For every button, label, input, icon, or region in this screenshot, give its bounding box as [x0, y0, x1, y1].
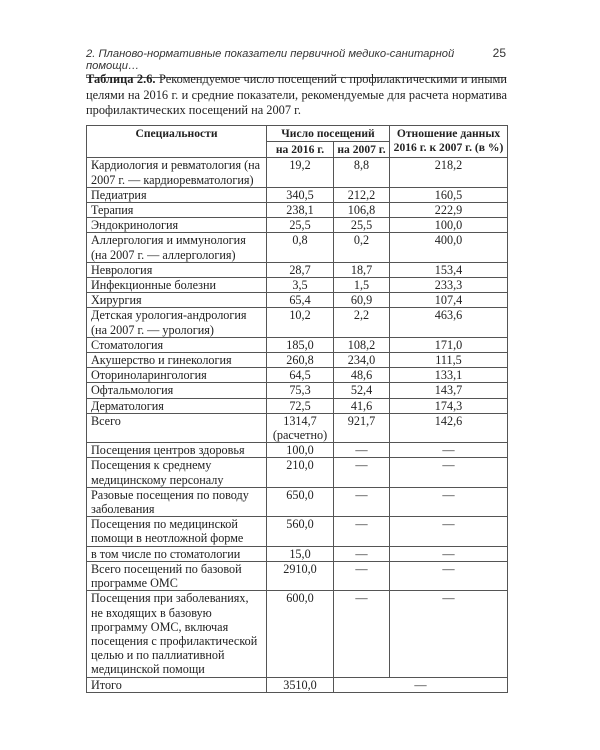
- specialty-cell: Инфекционные болезни: [87, 278, 267, 293]
- visits-2016-cell: [267, 337, 334, 352]
- ratio-cell: 111,5: [390, 353, 508, 368]
- visits-2016-value: 185,0: [286, 337, 314, 352]
- visits-2016-value: 238,1: [286, 203, 314, 218]
- ratio-cell: 160,5: [390, 187, 508, 202]
- specialty-cell: Посещения по медицинской помощи в неотложной форме: [87, 517, 267, 546]
- specialty-cell: Эндокринология: [87, 218, 267, 233]
- ratio-cell: 133,1: [390, 368, 508, 383]
- specialty-cell: Аллергология и иммунология (на 2007 г. — аллергология): [87, 233, 267, 262]
- specialty-cell: Посещения при заболеваниях, не входящих в базовую программу ОМС, включая посещения с профилактической целью и по паллиативной медицинской помощи: [87, 591, 267, 677]
- specialty-cell: Кардиология и ревматология (на 2007 г. — кардиоревматология): [87, 158, 267, 187]
- ratio-cell: —: [390, 517, 508, 546]
- total-row: [87, 677, 508, 692]
- table-row: [87, 308, 508, 337]
- visits-2016-value: 560,0: [286, 517, 314, 532]
- table-row: [87, 187, 508, 202]
- header-2007: на 2007 г.: [334, 142, 390, 158]
- visits-2016-cell: [267, 233, 334, 262]
- visits-2016-cell: [267, 413, 334, 442]
- visits-2016-cell: [267, 353, 334, 368]
- table-row: [87, 591, 508, 677]
- visits-2016-cell: [267, 561, 334, 590]
- ratio-cell: 222,9: [390, 203, 508, 218]
- visits-2007-cell: 2,2: [334, 308, 390, 337]
- visits-2016-cell: [267, 458, 334, 487]
- specialty-cell: Хирургия: [87, 293, 267, 308]
- visits-2007-cell: 106,8: [334, 203, 390, 218]
- visits-2007-cell: —: [334, 591, 390, 677]
- specialty-cell: Дерматология: [87, 398, 267, 413]
- specialty-cell: Детская урология-андрология (на 2007 г. — урология): [87, 308, 267, 337]
- specialty-cell: Посещения центров здоровья: [87, 443, 267, 458]
- visits-2016-value: 25,5: [289, 218, 311, 233]
- ratio-cell: —: [390, 487, 508, 516]
- header-2016: на 2016 г.: [267, 142, 334, 158]
- header-visits-group: Число посещений: [267, 126, 390, 142]
- visits-2007-cell: 1,5: [334, 278, 390, 293]
- visits-2016-value: 10,2: [289, 308, 311, 323]
- table-row: [87, 262, 508, 277]
- ratio-cell: 100,0: [390, 218, 508, 233]
- table-row: [87, 443, 508, 458]
- header-row: [87, 126, 508, 142]
- table-row: [87, 487, 508, 516]
- table-row: [87, 278, 508, 293]
- visits-2007-cell: 25,5: [334, 218, 390, 233]
- visits-2007-cell: 60,9: [334, 293, 390, 308]
- visits-table: [86, 125, 508, 693]
- visits-2007-cell: 18,7: [334, 262, 390, 277]
- table-row: [87, 233, 508, 262]
- visits-2007-cell: —: [334, 561, 390, 590]
- visits-2007-cell: 212,2: [334, 187, 390, 202]
- visits-2016-cell: [267, 517, 334, 546]
- total-label: Итого: [87, 677, 267, 692]
- ratio-cell: 233,3: [390, 278, 508, 293]
- ratio-cell: —: [390, 591, 508, 677]
- table-caption: [86, 72, 507, 119]
- table-body: [87, 158, 508, 692]
- ratio-cell: 143,7: [390, 383, 508, 398]
- ratio-cell: 142,6: [390, 413, 508, 442]
- table-row: [87, 218, 508, 233]
- specialty-cell: Всего посещений по базовой программе ОМС: [87, 561, 267, 590]
- ratio-cell: —: [390, 546, 508, 561]
- visits-2016-value: 65,4: [289, 293, 311, 308]
- visits-2016-cell: [267, 368, 334, 383]
- visits-2016-value: 15,0: [289, 546, 311, 561]
- visits-2007-cell: 48,6: [334, 368, 390, 383]
- table-row: [87, 158, 508, 187]
- visits-2016-cell: [267, 158, 334, 187]
- table-row: [87, 353, 508, 368]
- visits-2016-value: 2910,0: [283, 561, 317, 576]
- caption-text: Рекомендуемое число посещений с профилактическими и иными целями на 2016 г. и средние показатели, рекомендуемые для расчета норматива профилактических посещений на 2007 г.: [86, 72, 507, 118]
- specialty-cell: в том числе по стоматологии: [87, 546, 267, 561]
- visits-2016-value: 3,5: [292, 278, 308, 293]
- specialty-cell: Акушерство и гинекология: [87, 353, 267, 368]
- visits-2007-cell: —: [334, 458, 390, 487]
- table-row: [87, 546, 508, 561]
- visits-2016-value: 0,8: [292, 233, 308, 248]
- table-row: [87, 413, 508, 442]
- visits-2007-cell: 108,2: [334, 337, 390, 352]
- visits-2007-cell: 52,4: [334, 383, 390, 398]
- visits-2016-value: 19,2: [289, 158, 311, 173]
- caption-label: Таблица 2.6.: [86, 72, 156, 86]
- visits-2007-cell: —: [334, 443, 390, 458]
- visits-2007-cell: —: [334, 517, 390, 546]
- ratio-cell: —: [390, 443, 508, 458]
- header-ratio: Отношение данных 2016 г. к 2007 г. (в %): [390, 126, 508, 158]
- visits-2016-cell: [267, 187, 334, 202]
- visits-2007-cell: —: [334, 487, 390, 516]
- visits-2016-cell: [267, 546, 334, 561]
- table-row: [87, 517, 508, 546]
- ratio-cell: —: [390, 561, 508, 590]
- specialty-cell: Терапия: [87, 203, 267, 218]
- visits-2016-cell: [267, 308, 334, 337]
- table-row: [87, 368, 508, 383]
- table-row: [87, 398, 508, 413]
- visits-2016-cell: [267, 443, 334, 458]
- specialty-cell: Оториноларингология: [87, 368, 267, 383]
- table-row: [87, 203, 508, 218]
- visits-2016-value: 600,0: [286, 591, 314, 606]
- visits-2016-value: 210,0: [286, 458, 314, 473]
- visits-2007-cell: 921,7: [334, 413, 390, 442]
- visits-2007-cell: 234,0: [334, 353, 390, 368]
- table-row: [87, 383, 508, 398]
- ratio-cell: 463,6: [390, 308, 508, 337]
- specialty-cell: Всего: [87, 413, 267, 442]
- visits-2016-cell: [267, 398, 334, 413]
- visits-2016-cell: [267, 262, 334, 277]
- visits-2016-value: 260,8: [286, 353, 314, 368]
- visits-2016-value: 28,7: [289, 262, 311, 277]
- ratio-cell: —: [390, 458, 508, 487]
- visits-2016-cell: [267, 591, 334, 677]
- ratio-cell: 171,0: [390, 337, 508, 352]
- header-specialty: Специальности: [87, 126, 267, 158]
- visits-2016-note: (расчетно): [272, 428, 328, 443]
- specialty-cell: Неврология: [87, 262, 267, 277]
- ratio-cell: 153,4: [390, 262, 508, 277]
- visits-2007-cell: —: [334, 546, 390, 561]
- ratio-cell: 174,3: [390, 398, 508, 413]
- specialty-cell: Посещения к среднему медицинскому персоналу: [87, 458, 267, 487]
- visits-2007-cell: 41,6: [334, 398, 390, 413]
- total-2016: 3510,0: [267, 677, 334, 692]
- visits-2016-value: 100,0: [286, 443, 314, 458]
- visits-2016-cell: [267, 218, 334, 233]
- visits-2016-value: 75,3: [289, 383, 311, 398]
- table-row: [87, 293, 508, 308]
- table-row: [87, 458, 508, 487]
- visits-2016-cell: [267, 203, 334, 218]
- specialty-cell: Педиатрия: [87, 187, 267, 202]
- visits-2016-cell: [267, 278, 334, 293]
- visits-2007-cell: 8,8: [334, 158, 390, 187]
- specialty-cell: Стоматология: [87, 337, 267, 352]
- ratio-cell: 107,4: [390, 293, 508, 308]
- visits-2007-cell: 0,2: [334, 233, 390, 262]
- visits-2016-value: 1314,7: [283, 413, 317, 428]
- table-row: [87, 561, 508, 590]
- table-row: [87, 337, 508, 352]
- visits-2016-cell: [267, 487, 334, 516]
- ratio-cell: 400,0: [390, 233, 508, 262]
- visits-2016-cell: [267, 293, 334, 308]
- visits-2016-value: 650,0: [286, 487, 314, 502]
- visits-2016-value: 64,5: [289, 368, 311, 383]
- visits-2016-value: 340,5: [286, 187, 314, 202]
- ratio-cell: 218,2: [390, 158, 508, 187]
- page-number: 25: [492, 46, 506, 60]
- visits-2016-cell: [267, 383, 334, 398]
- specialty-cell: Разовые посещения по поводу заболевания: [87, 487, 267, 516]
- total-merged: —: [334, 677, 508, 692]
- specialty-cell: Офтальмология: [87, 383, 267, 398]
- visits-2016-value: 72,5: [289, 398, 311, 413]
- running-title: 2. Планово-нормативные показатели первичной медико-санитарной помощи…: [86, 48, 455, 72]
